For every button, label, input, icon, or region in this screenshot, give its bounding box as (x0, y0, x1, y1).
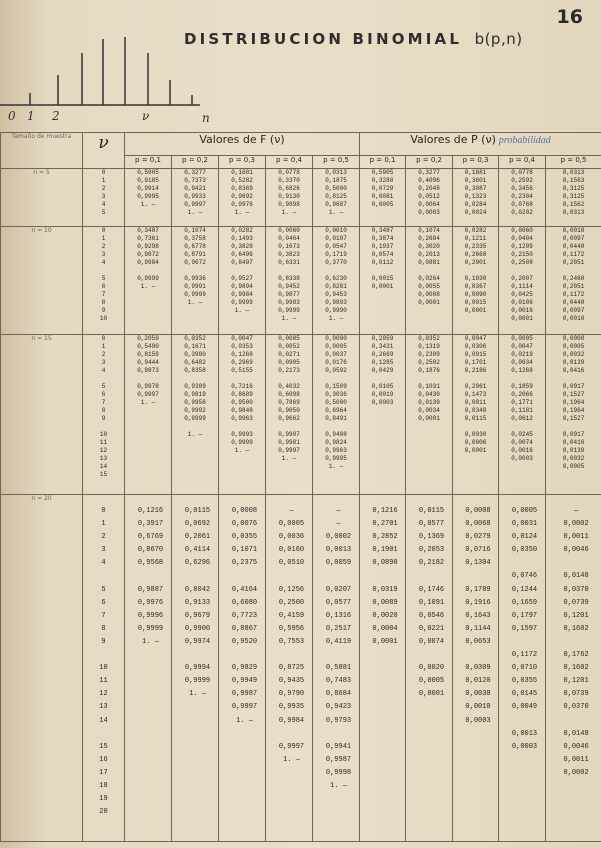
header-p-group-label: Valores de P (ν) (410, 133, 496, 146)
f-values-p4: — 0,0005 0,0036 0,0160 0,0510 0,1256 0,2500 0,4159 0,5956 0,7553 0,8725 0,9435 0,9790 0,9935 0,9984 0,9997 1. — (266, 495, 313, 842)
f-values-p3: 0,0008 0,0076 0,0355 0,1071 0,2375 0,4164 0,6080 0,7723 0,8867 0,9520 0,9829 0,9949 0,9987 0,9997 1. — (219, 495, 266, 842)
n-label: n = 10 (1, 227, 83, 335)
section-n5 (1, 169, 601, 227)
header-p-p2: p = 0,2 (406, 156, 453, 169)
header-f-group (125, 133, 360, 156)
graph-label-one: 1 (27, 109, 35, 123)
p-values-p2: 0,1074 0,2684 0,3020 0,2013 0,0881 0,0264 0,0055 0,0008 0,0001 (406, 227, 453, 335)
f-values-p2: 0,0115 0,0692 0,2061 0,4114 0,6296 0,8042 0,9133 0,9679 0,9900 0,9974 0,9994 0,9999 1. — (172, 495, 219, 842)
p-values-p5: 0,0313 0,1563 0,3125 0,3125 0,1562 0,0313 (546, 169, 601, 227)
v-values: 0 1 2 3 4 5 6 7 8 9 10 11 12 13 14 15 (83, 335, 125, 495)
p-values-p1: 0,5905 0,3280 0,0729 0,0081 0,0005 (360, 169, 406, 227)
f-values-p2: 0,1074 0,3758 0,6778 0,8791 0,9672 0,9936 0,9991 0,9999 1. — (172, 227, 219, 335)
graph-label-n: n (202, 111, 210, 125)
v-values: 0 1 2 3 4 5 6 7 8 9 10 11 12 13 14 15 16 17 18 19 20 (83, 495, 125, 842)
f-values-p3: 0,0047 0,0353 0,1268 0,2969 0,5155 0,7216 0,8689 0,9500 0,9848 0,9963 0,9993 0,9999 1. — (219, 335, 266, 495)
header-p-p3: p = 0,3 (453, 156, 499, 169)
header-f-p5: p = 0,5 (313, 156, 360, 169)
header-p-note: probabilidad (498, 135, 551, 146)
p-values-p3: 0,1681 0,3601 0,3087 0,1323 0,0284 0,0024 (453, 169, 499, 227)
p-values-p4: 0,0778 0,2592 0,3456 0,2304 0,0768 0,0202 (499, 169, 546, 227)
p-values-p4: 0,0005 0,0031 0,0124 0,0350 0,0746 0,1244 0,1659 0,1797 0,1597 0,1172 0,0710 0,0355 0,0145 0,0049 0,0013 0,0003 (499, 495, 546, 842)
p-values-p5: 0,0000 0,0005 0,0032 0,0139 0,0416 0,0917 0,1527 0,1964 0,1964 0,1527 0,0917 0,0416 0,0139 0,0032 0,0005 (546, 335, 601, 495)
f-values-p4: 0,0060 0,0464 0,1673 0,3823 0,6331 0,8338 0,9452 0,9877 0,9983 0,9999 1. — (266, 227, 313, 335)
v-values: 0 1 2 3 4 5 6 7 8 9 10 (83, 227, 125, 335)
header-v: ν (83, 133, 125, 169)
p-values-p5: — 0,0002 0,0011 0,0046 0,0148 0,0370 0,0739 0,1201 0,1602 0,1762 0,1602 0,1201 0,0739 0,0370 0,0148 0,0046 0,0011 0,0002 (546, 495, 601, 842)
header-f-p2: p = 0,2 (172, 156, 219, 169)
header-f-group-label: Valores de F (ν) (199, 133, 285, 146)
header-p-p4: p = 0,4 (499, 156, 546, 169)
p-values-p4: 0,0005 0,0047 0,0219 0,0634 0,1268 0,1859 0,2066 0,1771 0,1181 0,0612 0,0245 0,0074 0,0016 0,0003 (499, 335, 546, 495)
f-values-p4: 0,0778 0,3370 0,6826 0,9130 0,9898 1. — (266, 169, 313, 227)
header-p-p1: p = 0,1 (360, 156, 406, 169)
f-values-p5: 0,0000 0,0005 0,0037 0,0176 0,0592 0,1509 0,3036 0,5000 0,6964 0,8491 0,9408 0,9824 0,9963 0,9995 1. — (313, 335, 360, 495)
graph-label-zero: 0 (8, 109, 16, 123)
p-values-p2: 0,0352 0,1319 0,2309 0,2502 0,1876 0,1031 0,0430 0,0139 0,0034 0,0001 (406, 335, 453, 495)
f-values-p1: 0,1216 0,3917 0,6769 0,8670 0,9568 0,9887 0,9976 0,9996 0,9999 1. — (125, 495, 172, 842)
header-f-p3: p = 0,3 (219, 156, 266, 169)
header-f-p1: p = 0,1 (125, 156, 172, 169)
n-label: n = 15 (1, 335, 83, 495)
page-title (184, 30, 523, 48)
section-n10 (1, 227, 601, 335)
p-values-p3: 0,0282 0,1211 0,2335 0,2668 0,2001 0,1030 0,0367 0,0090 0,0015 0,0001 (453, 227, 499, 335)
f-values-p5: 0,0010 0,0107 0,0547 0,1719 0,3770 0,6230 0,8281 0,9453 0,9893 0,9990 1. — (313, 227, 360, 335)
graph-label-two: 2 (52, 109, 60, 123)
f-values-p5: 0,0313 0,1875 0,5000 0,8125 0,9687 1. — (313, 169, 360, 227)
section-n20 (1, 495, 601, 842)
p-values-p2: 0,3277 0,4096 0,2048 0,0512 0,0064 0,0003 (406, 169, 453, 227)
f-values-p3: 0,1681 0,5282 0,8369 0,9692 0,9976 1. — (219, 169, 266, 227)
graph-label-nu: ν (142, 109, 150, 123)
p-values-p5: 0,0010 0,0097 0,0440 0,1172 0,2051 0,2460 0,2051 0,1172 0,0440 0,0097 0,0010 (546, 227, 601, 335)
n-label: n = 20 (1, 495, 83, 842)
title-text: DISTRIBUCION BINOMIAL (184, 30, 463, 48)
f-values-p3: 0,0282 0,1493 0,3828 0,6496 0,8497 0,9527 0,9894 0,9984 0,9999 1. — (219, 227, 266, 335)
f-values-p5: — — 0,0002 0,0013 0,0059 0,0207 0,0577 0,1316 0,2517 0,4119 0,5881 0,7483 0,8684 0,9423 0,9793 0,9941 0,9987 0,9998 1. — (313, 495, 360, 842)
section-n15 (1, 335, 601, 495)
v-values: 0 1 2 3 4 5 (83, 169, 125, 227)
p-values-p1: 0,3487 0,3874 0,1937 0,0574 0,0112 0,0015 0,0001 (360, 227, 406, 335)
header-p-p5: p = 0,5 (546, 156, 601, 169)
f-values-p4: 0,0005 0,0052 0,0271 0,0905 0,2173 0,4032 0,6098 0,7869 0,9050 0,9662 0,9907 0,9981 0,9997 1. — (266, 335, 313, 495)
p-values-p3: 0,0008 0,0068 0,0279 0,0716 0,1304 0,1789 0,1916 0,1643 0,1144 0,0653 0,0309 0,0120 0,0038 0,0010 0,0003 (453, 495, 499, 842)
f-values-p2: 0,0352 0,1671 0,3980 0,6482 0,8358 0,9389 0,9819 0,9958 0,9992 0,9999 1. — (172, 335, 219, 495)
binomial-table (0, 132, 601, 842)
p-values-p1: 0,1216 0,2701 0,2852 0,1901 0,0898 0,0319 0,0089 0,0020 0,0004 0,0001 (360, 495, 406, 842)
p-values-p4: 0,0060 0,0404 0,1209 0,2150 0,2508 0,2007 0,1114 0,0425 0,0106 0,0016 0,0001 (499, 227, 546, 335)
header-tamano: Tamaño de muestra (1, 133, 83, 169)
f-values-p1: 0,3487 0,7361 0,9298 0,9872 0,9984 0,9999 1. — (125, 227, 172, 335)
n-label: n = 5 (1, 169, 83, 227)
p-values-p2: 0,0115 0,0577 0,1369 0,2053 0,2182 0,1746 0,1091 0,0546 0,0221 0,0074 0,0020 0,0005 0,0001 (406, 495, 453, 842)
p-values-p3: 0,0047 0,0306 0,0915 0,1701 0,2186 0,2061 0,1473 0,0811 0,0348 0,0115 0,0030 0,0006 0,0001 (453, 335, 499, 495)
f-values-p2: 0,3277 0,7373 0,9421 0,9933 0,9997 1. — (172, 169, 219, 227)
f-values-p1: 0,5905 0,9185 0,9914 0,9995 1. — (125, 169, 172, 227)
header-p-group (360, 133, 601, 156)
function-label: b(p,n) (474, 30, 523, 48)
distribution-graph (0, 25, 230, 130)
page-number: 16 (556, 6, 583, 28)
f-values-p1: 0,2059 0,5490 0,8159 0,9444 0,9873 0,9978 0,9997 1. — (125, 335, 172, 495)
p-values-p1: 0,2059 0,3431 0,2669 0,1285 0,0429 0,0105 0,0019 0,0003 (360, 335, 406, 495)
header-f-p4: p = 0,4 (266, 156, 313, 169)
